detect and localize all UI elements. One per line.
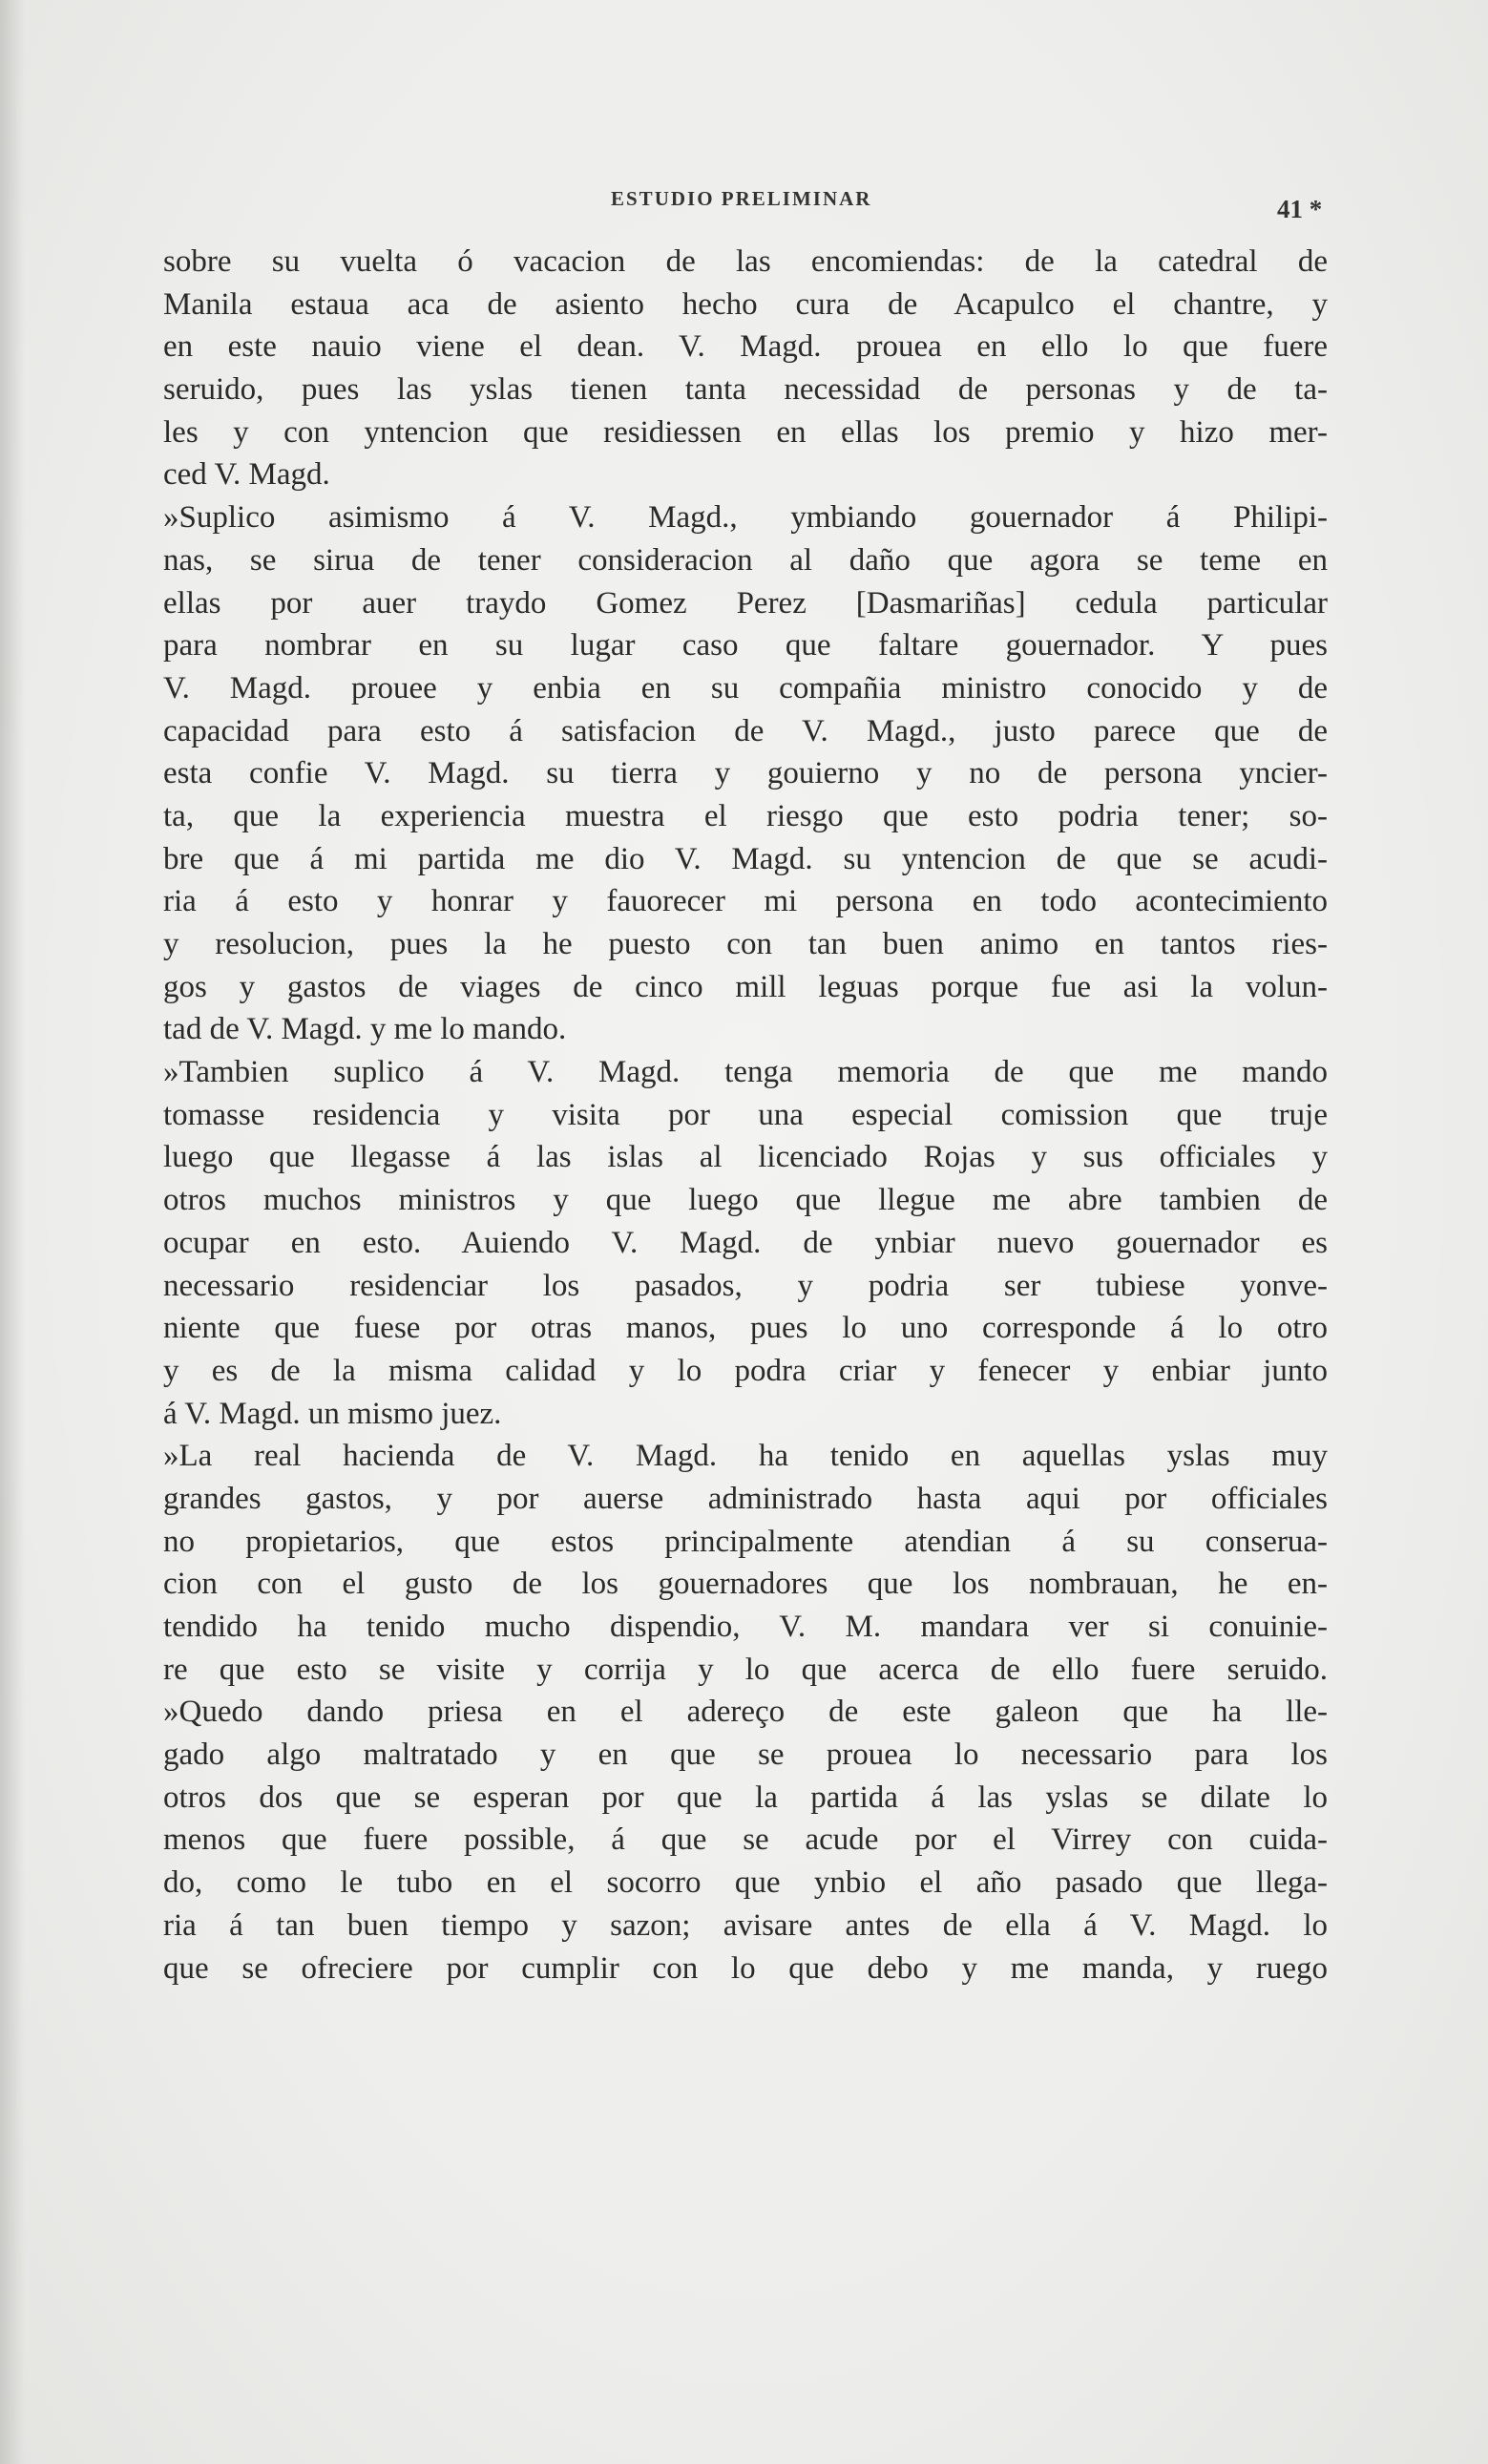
text-line: para nombrar en su lugar caso que faltare gouernador. Y pues — [163, 628, 1328, 663]
text-line: gado algo maltratado y en que se prouea lo necessario para los — [163, 1737, 1328, 1773]
body-text — [163, 241, 1328, 1990]
text-line: otros muchos ministros y que luego que llegue me abre tambien de — [163, 1183, 1328, 1218]
text-line: les y con yntencion que residiessen en ellas los premio y hizo mer- — [163, 414, 1328, 450]
text-line: Manila estaua aca de asiento hecho cura de Acapulco el chantre, y — [163, 286, 1328, 322]
text-line: necessario residenciar los pasados, y podria ser tubiese yonve- — [163, 1268, 1328, 1303]
text-line: ria á esto y honrar y fauorecer mi persona en todo acontecimiento — [163, 884, 1328, 919]
text-line: ta, que la experiencia muestra el riesgo que esto podria tener; so- — [163, 798, 1328, 833]
text-line: tad de V. Magd. y me lo mando. — [163, 1012, 567, 1047]
text-line: esta confie V. Magd. su tierra y gouierno y no de persona yncier- — [163, 756, 1328, 791]
text-line: luego que llegasse á las islas al licenciado Rojas y sus officiales y — [163, 1140, 1328, 1175]
text-line: sobre su vuelta ó vacacion de las encomiendas: de la catedral de — [163, 244, 1328, 279]
text-line: do, como le tubo en el socorro que ynbio el año pasado que llega- — [163, 1865, 1328, 1901]
text-line: ocupar en esto. Auiendo V. Magd. de ynbiar nuevo gouernador es — [163, 1225, 1328, 1260]
text-line: ria á tan buen tiempo y sazon; avisare antes de ella á V. Magd. lo — [163, 1907, 1328, 1943]
text-line: bre que á mi partida me dio V. Magd. su yntencion de que se acudi- — [163, 841, 1328, 876]
text-line: y resolucion, pues la he puesto con tan buen animo en tantos ries- — [163, 927, 1328, 961]
text-line: tomasse residencia y visita por una especial comission que truje — [163, 1097, 1328, 1132]
text-line: á V. Magd. un mismo juez. — [163, 1396, 502, 1431]
text-line: »Tambien suplico á V. Magd. tenga memoria de que me mando — [163, 1055, 1328, 1090]
text-line: y es de la misma calidad y lo podra criar y fenecer y enbiar junto — [163, 1353, 1328, 1388]
text-line: cion con el gusto de los gouernadores que los nombrauan, he en- — [163, 1567, 1328, 1602]
running-head: ESTUDIO PRELIMINAR — [611, 187, 872, 210]
text-line: otros dos que se esperan por que la partida á las yslas se dilate lo — [163, 1780, 1328, 1815]
text-line: gos y gastos de viages de cinco mill leguas porque fue asi la volun- — [163, 969, 1328, 1004]
text-line: re que esto se visite y corrija y lo que acerca de ello fuere seruido. — [163, 1652, 1328, 1687]
page-edge-shadow — [0, 0, 25, 2464]
text-line: ced V. Magd. — [163, 457, 330, 493]
text-line: »Quedo dando priesa en el adereço de este galeon que ha lle- — [163, 1695, 1328, 1730]
text-line: nas, se sirua de tener consideracion al daño que agora se teme en — [163, 542, 1328, 578]
page-number: 41 * — [1277, 195, 1323, 223]
text-line: que se ofreciere por cumplir con lo que debo y me manda, y ruego — [163, 1950, 1328, 1986]
text-line: V. Magd. prouee y enbia en su compañia ministro conocido y de — [163, 670, 1328, 706]
text-line: tendido ha tenido mucho dispendio, V. M. mandara ver si conuinie- — [163, 1610, 1328, 1644]
text-line: »Suplico asimismo á V. Magd., ymbiando gouernador á Philipi- — [163, 500, 1328, 536]
text-line: niente que fuese por otras manos, pues lo uno corresponde á lo otro — [163, 1311, 1328, 1346]
text-line: ellas por auer traydo Gomez Perez [Dasmariñas] cedula particular — [163, 585, 1328, 621]
text-line: capacidad para esto á satisfacion de V. Magd., justo parece que de — [163, 713, 1328, 748]
text-line: no propietarios, que estos principalmente atendian á su conserua- — [163, 1524, 1328, 1559]
text-line: menos que fuere possible, á que se acude por el Virrey con cuida- — [163, 1822, 1328, 1858]
text-line: grandes gastos, y por auerse administrado hasta aqui por officiales — [163, 1481, 1328, 1516]
text-line: »La real hacienda de V. Magd. ha tenido en aquellas yslas muy — [163, 1439, 1328, 1474]
text-line: seruido, pues las yslas tienen tanta necessidad de personas y de ta- — [163, 372, 1328, 408]
text-line: en este nauio viene el dean. V. Magd. prouea en ello lo que fuere — [163, 329, 1328, 365]
